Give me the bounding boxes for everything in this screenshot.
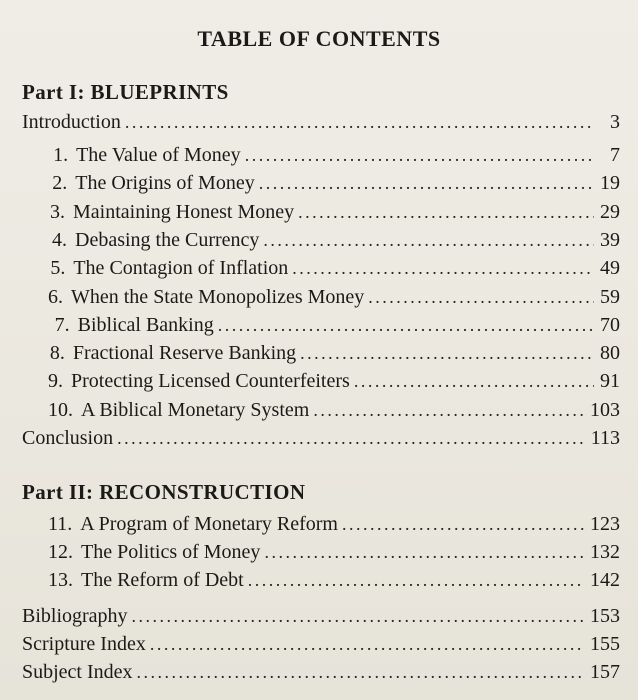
chapter-number: 1. [53,144,69,166]
entry-page-number: 103 [590,399,620,421]
chapter-number: 3. [50,201,66,223]
entry-label: The Value of Money [76,144,241,166]
chapter-number: 11. [48,513,73,535]
toc-entry-introduction [22,109,620,135]
entry-label: The Contagion of Inflation [73,257,289,279]
entry-label: Fractional Reserve Banking [72,342,297,364]
dot-leader [313,397,584,423]
dot-leader [132,603,584,629]
entry-page-number: 3 [610,111,620,133]
dot-leader [263,227,594,253]
entry-page-number: 132 [590,541,620,563]
entry-page-number: 123 [590,513,620,535]
chapter-number: 13. [48,569,73,591]
entry-label: Introduction [22,111,121,133]
dot-leader [137,659,584,685]
entry-label: The Reform of Debt [81,569,244,591]
chapter-number: 8. [49,342,65,364]
toc-entry-chapter-11 [48,511,620,537]
entry-label: When the State Monopolizes Money [71,286,365,308]
entry-label: Protecting Licensed Counterfeiters [71,370,350,392]
dot-leader [117,425,585,451]
entry-label: Debasing the Currency [75,229,260,251]
toc-entry-chapter-8 [48,340,620,366]
entry-page-number: 39 [600,229,620,251]
entry-page-number: 113 [590,427,620,449]
entry-page-number: 70 [600,314,620,336]
toc-entry-chapter-7 [48,312,620,338]
toc-entry-scripture-index [22,631,620,657]
toc-entry-chapter-5 [48,255,620,281]
toc-entry-chapter-12 [48,539,620,565]
entry-label: Bibliography [22,605,128,627]
dot-leader [245,142,594,168]
chapter-number: 7. [54,314,70,336]
entry-page-number: 7 [610,144,620,166]
part-heading-2: Part II: RECONSTRUCTION [22,480,306,504]
toc-entry-chapter-10 [48,397,620,423]
dot-leader [264,539,584,565]
part-heading-1: Part I: BLUEPRINTS [22,80,229,104]
entry-page-number: 49 [600,257,620,279]
entry-page-number: 153 [590,605,620,627]
chapter-number: 6. [48,286,63,308]
toc-entry-conclusion [22,425,620,451]
entry-page-number: 59 [600,286,620,308]
dot-leader [292,255,594,281]
entry-page-number: 155 [590,633,620,655]
entry-label: Subject Index [22,661,133,683]
entry-label: Scripture Index [22,633,146,655]
toc-entry-chapter-13 [48,567,620,593]
chapter-number: 10. [48,399,73,421]
toc-entry-chapter-6 [48,284,620,310]
dot-leader [354,368,594,394]
toc-entry-chapter-1 [48,142,620,168]
dot-leader [125,109,594,135]
entry-label: Maintaining Honest Money [73,201,295,223]
entry-page-number: 80 [600,342,620,364]
entry-page-number: 29 [600,201,620,223]
entry-label: Biblical Banking [77,314,214,336]
toc-entry-chapter-9 [48,368,620,394]
chapter-number: 4. [52,229,68,251]
dot-leader [150,631,584,657]
dot-leader [218,312,594,338]
toc-entry-chapter-3 [48,199,620,225]
toc-title: TABLE OF CONTENTS [197,26,441,51]
entry-label: The Politics of Money [81,541,261,563]
entry-page-number: 19 [600,172,620,194]
toc-entry-chapter-2 [48,170,620,196]
chapter-number: 2. [52,172,68,194]
entry-label: A Program of Monetary Reform [80,513,338,535]
dot-leader [298,199,594,225]
toc-entry-chapter-4 [48,227,620,253]
dot-leader [259,170,594,196]
chapter-number: 12. [48,541,73,563]
chapter-number: 5. [50,257,66,279]
chapter-number: 9. [48,370,63,392]
entry-label: The Origins of Money [75,172,255,194]
entry-page-number: 91 [600,370,620,392]
dot-leader [342,511,584,537]
entry-label: Conclusion [22,427,114,449]
dot-leader [300,340,594,366]
dot-leader [368,284,594,310]
entry-page-number: 142 [590,569,620,591]
toc-entry-bibliography [22,603,620,629]
toc-entry-subject-index [22,659,620,685]
dot-leader [248,567,584,593]
entry-label: A Biblical Monetary System [81,399,310,421]
entry-page-number: 157 [590,661,620,683]
